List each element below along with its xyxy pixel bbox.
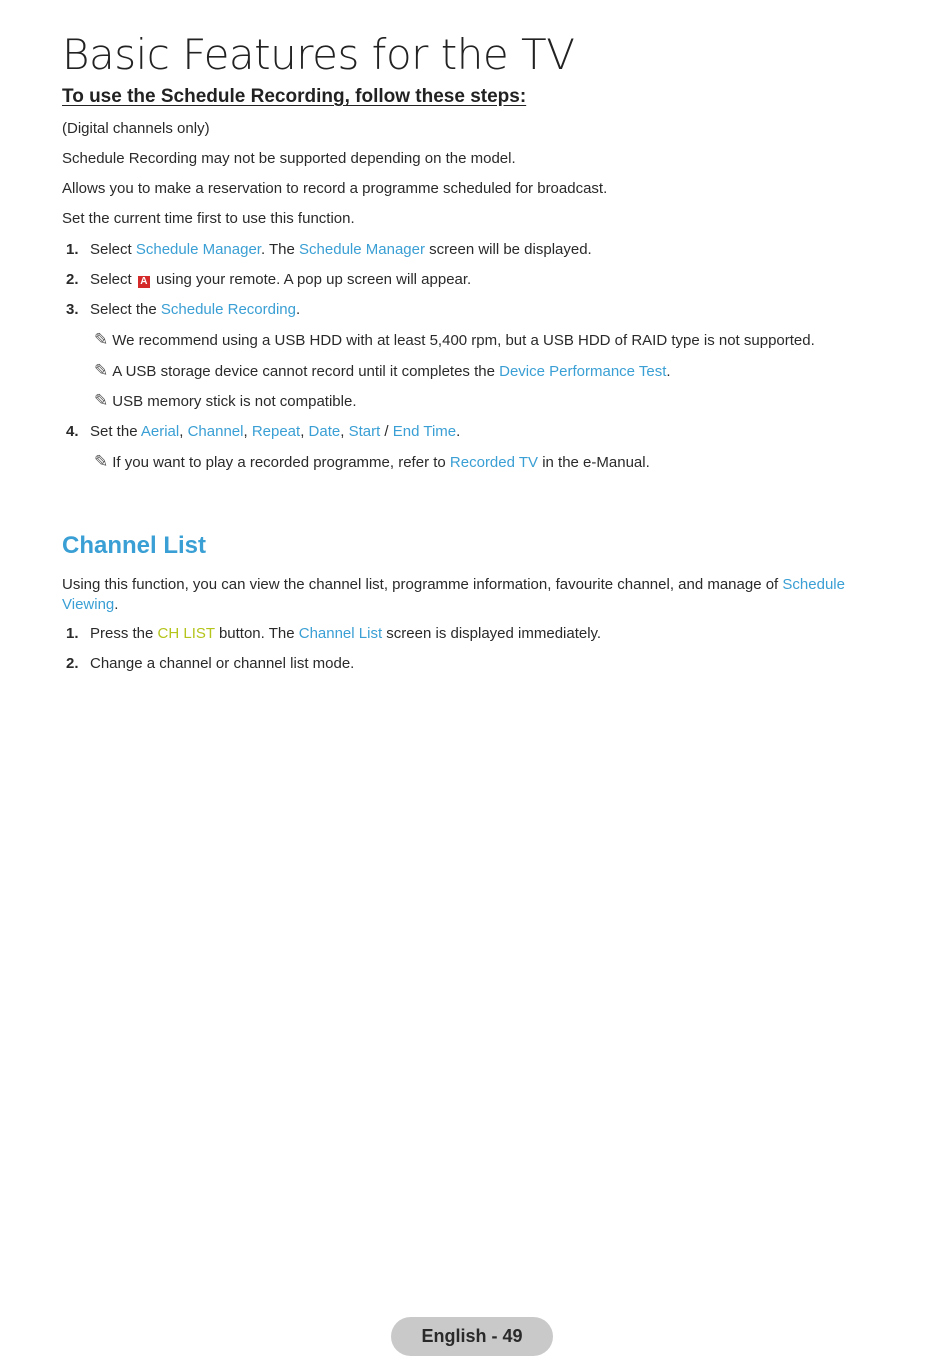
step-number: 1.	[66, 241, 79, 258]
link-channel[interactable]: Channel	[187, 423, 244, 440]
text: button. The	[214, 625, 299, 642]
page-title: Basic Features for the TV	[62, 30, 575, 79]
text: screen is displayed immediately.	[382, 625, 602, 642]
intro-digital-only: (Digital channels only)	[62, 120, 210, 137]
pencil-icon: ✎	[94, 391, 109, 410]
intro-reservation: Allows you to make a reservation to record a programme scheduled for broadcast.	[62, 180, 608, 197]
link-recorded-tv[interactable]: Recorded TV	[449, 454, 539, 471]
separator: ,	[243, 423, 252, 440]
step-number: 1.	[66, 625, 79, 642]
note-text: USB memory stick is not compatible.	[112, 393, 357, 410]
step-text	[90, 300, 300, 320]
text: screen will be displayed.	[424, 241, 592, 258]
text: using your remote. A pop up screen will appear.	[151, 271, 472, 288]
text: Press the	[90, 625, 158, 642]
step-number: 4.	[66, 423, 79, 440]
note-text: A USB storage device cannot record until it completes the	[112, 363, 500, 380]
pencil-icon: ✎	[94, 452, 109, 471]
link-start[interactable]: Start	[348, 423, 381, 440]
red-a-button-icon: A	[138, 276, 150, 288]
text: .	[114, 596, 119, 613]
step-number: 3.	[66, 301, 79, 318]
text: Select	[90, 241, 136, 258]
step-text	[90, 422, 460, 442]
link-schedule-manager-2[interactable]: Schedule Manager	[299, 241, 425, 258]
link-schedule-manager[interactable]: Schedule Manager	[135, 241, 261, 258]
note-text: If you want to play a recorded programme, refer to	[112, 454, 450, 471]
link-date[interactable]: Date	[308, 423, 341, 440]
text: in the e-Manual.	[538, 454, 650, 471]
link-channel-list[interactable]: Channel List	[298, 625, 383, 642]
step-text	[90, 240, 592, 260]
text: Set the	[90, 423, 141, 440]
text: Select	[90, 271, 136, 288]
separator: ,	[300, 423, 309, 440]
step-number: 2.	[66, 655, 79, 672]
link-device-performance-test[interactable]: Device Performance Test	[499, 363, 667, 380]
text: .	[295, 301, 301, 318]
text: .	[666, 363, 671, 380]
text: . The	[260, 241, 300, 258]
step-text	[90, 624, 601, 644]
pencil-icon: ✎	[94, 330, 109, 349]
intro-set-time: Set the current time first to use this function.	[62, 210, 355, 227]
link-aerial[interactable]: Aerial	[140, 423, 180, 440]
text: Select the	[90, 301, 161, 318]
step-text: Change a channel or channel list mode.	[90, 655, 355, 672]
page-number-badge: English - 49	[391, 1317, 553, 1356]
channel-list-description	[62, 575, 892, 615]
ch-list-button-label: CH LIST	[157, 625, 215, 642]
pencil-icon: ✎	[94, 361, 109, 380]
separator: /	[380, 423, 393, 440]
text: Using this function, you can view the channel list, programme information, favourite channel, and manage of	[62, 576, 783, 593]
link-end-time[interactable]: End Time	[392, 423, 457, 440]
step-number: 2.	[66, 271, 79, 288]
intro-model-support: Schedule Recording may not be supported depending on the model.	[62, 150, 516, 167]
separator: ,	[340, 423, 349, 440]
link-repeat[interactable]: Repeat	[251, 423, 301, 440]
link-schedule-recording[interactable]: Schedule Recording	[160, 301, 296, 318]
section-heading-schedule-recording: To use the Schedule Recording, follow these steps:	[62, 86, 527, 107]
link-schedule-viewing[interactable]: Schedule Viewing	[62, 576, 845, 613]
separator: ,	[179, 423, 188, 440]
text: .	[456, 423, 461, 440]
note-text: We recommend using a USB HDD with at least 5,400 rpm, but a USB HDD of RAID type is not supported.	[112, 332, 815, 349]
step-text	[90, 270, 471, 290]
section-heading-channel-list: Channel List	[62, 532, 207, 559]
